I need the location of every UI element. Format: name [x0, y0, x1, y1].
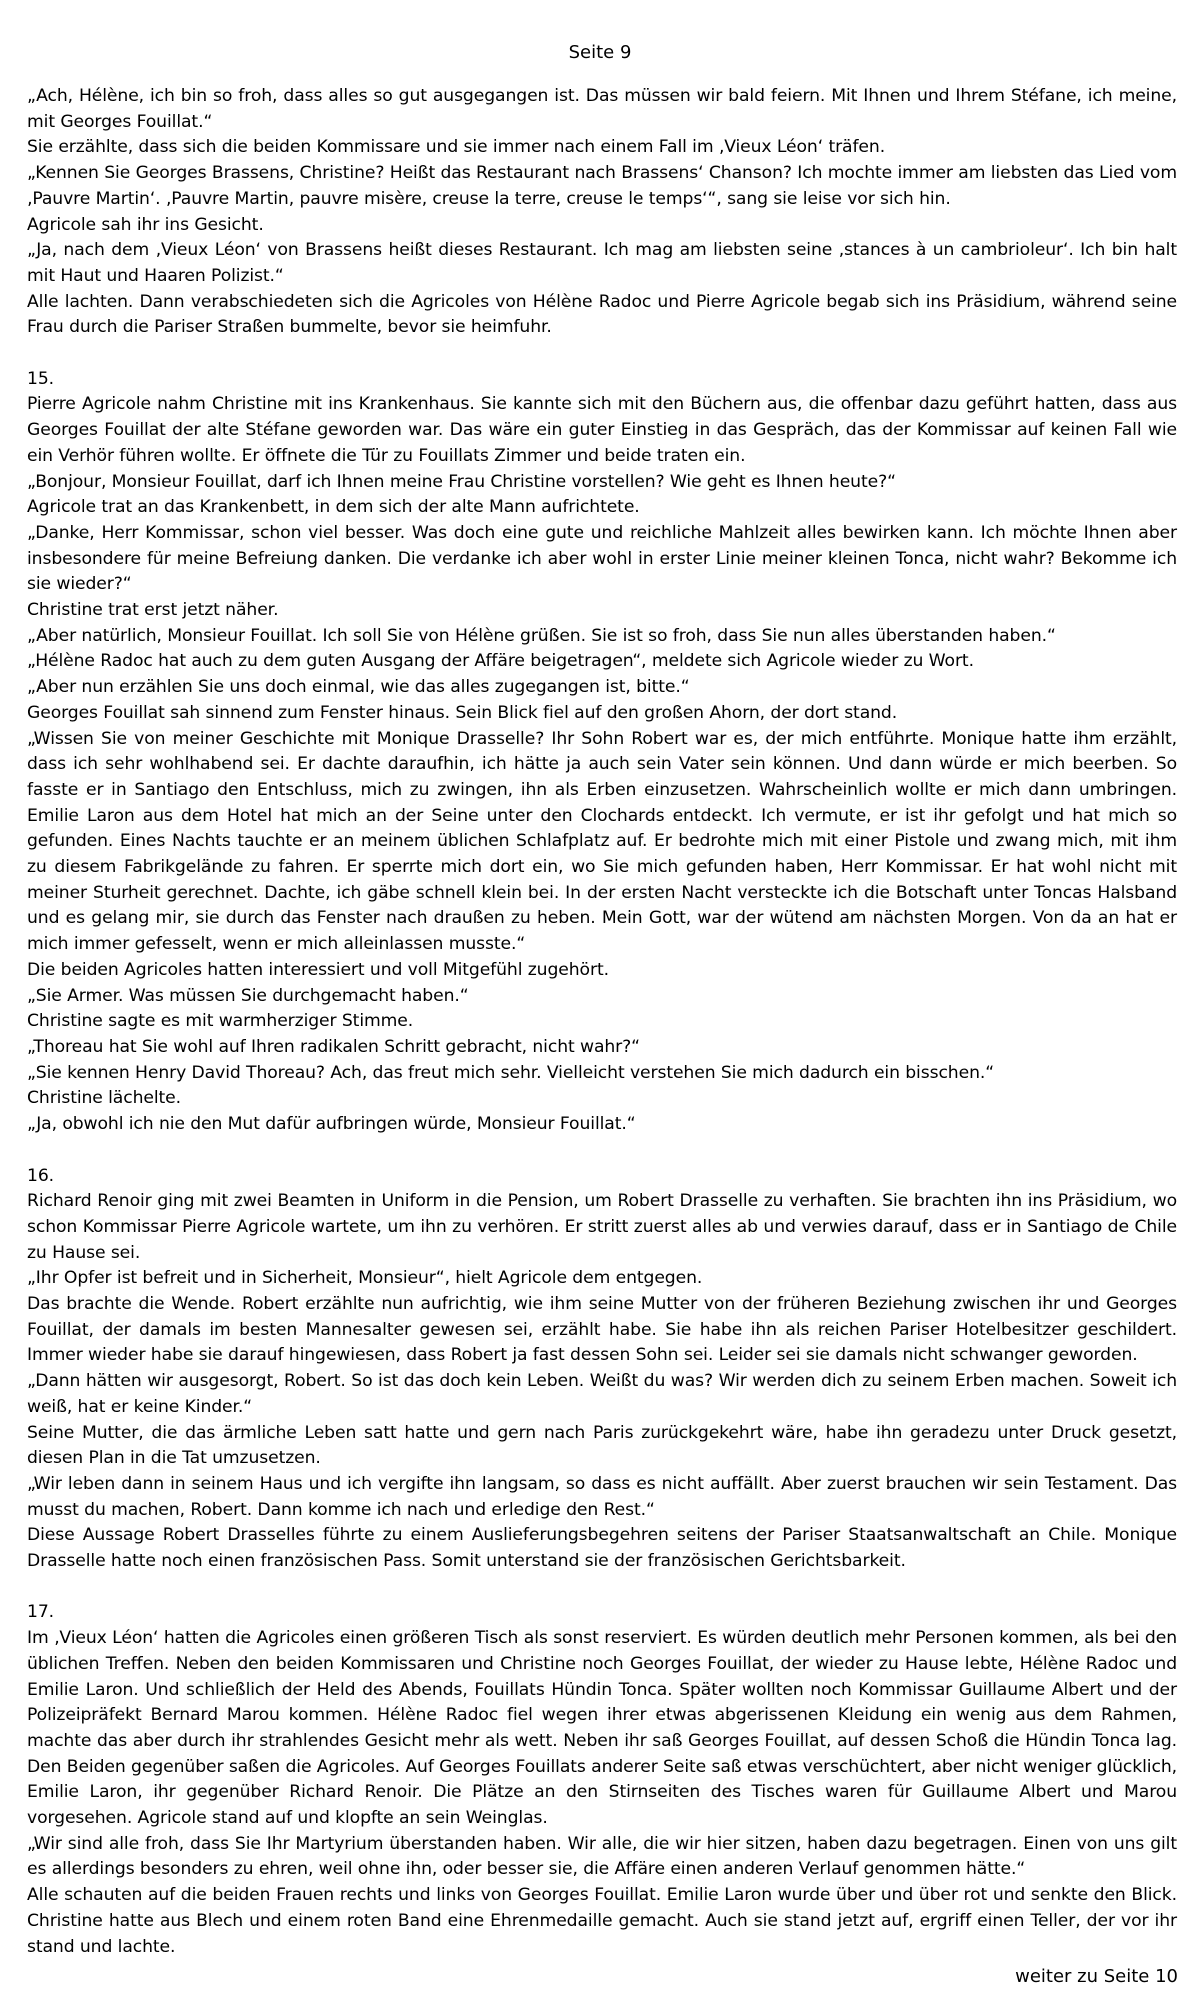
story-text	[27, 84, 1177, 1960]
paragraph: Im ‚Vieux Léon‘ hatten die Agricoles einen größeren Tisch als sonst reserviert. Es würden deutlich mehr Personen kommen, als bei den üblichen Treffen. Neben den beiden Kommissaren und Christine noch Georges Fouillat, der wieder zu Hause lebte, Hélène Radoc und Emilie Laron. Und schließlich der Held des Abends, Fouillats Hündin Tonca. Später wollten noch Kommissar Guillaume Albert und der Polizeipräfekt Bernard Marou kommen. Hélène Radoc fiel wegen ihrer etwas abgerissenen Kleidung ein wenig aus dem Rahmen, machte das aber durch ihr strahlendes Gesicht mehr als wett. Neben ihr saß Georges Fouillat, auf dessen Schoß die Hündin Tonca lag. Den Beiden gegenüber saßen die Agricoles. Auf Georges Fouillats anderer Seite saß etwas verschüchtert, aber nicht weniger glücklich, Emilie Laron, ihr gegenüber Richard Renoir. Die Plätze an den Stirnseiten des Tisches waren für Guillaume Albert und Marou vorgesehen. Agricole stand auf und klopfte an sein Weinglas.	[27, 1628, 1177, 1829]
next-page-link[interactable]: weiter zu Seite 10	[1015, 1966, 1178, 1987]
paragraph: „Wissen Sie von meiner Geschichte mit Monique Drasselle? Ihr Sohn Robert war es, der mich entführte. Monique hatte ihm erzählt, dass ich sehr wohlhabend sei. Er dachte daraufhin, ich hätte ja auch sein Vater sein können. Und dann würde er mich beerben. So fasste er in Santiago den Entschluss, mich zu zwingen, ihn als Erben einzusetzen. Wahrscheinlich wollte er mich dann umbringen. Emilie Laron aus dem Hotel hat mich an der Seine unter den Clochards entdeckt. Ich vermute, er ist ihr gefolgt und hat mich so gefunden. Eines Nachts tauchte er an meinem üblichen Schlafplatz auf. Er bedrohte mich mit einer Pistole und zwang mich, mit ihm zu diesem Fabrikgelände zu fahren. Er sperrte mich dort ein, wo Sie mich gefunden haben, Herr Kommissar. Er hat wohl nicht mit meiner Sturheit gerechnet. Dachte, ich gäbe schnell klein bei. In der ersten Nacht versteckte ich die Botschaft unter Toncas Halsband und es gelang mir, sie durch das Fenster nach draußen zu heben. Mein Gott, war der wütend am nächsten Morgen. Von da an hat er mich immer gefesselt, wenn er mich alleinlassen musste.“	[27, 728, 1177, 955]
paragraph-spacer	[27, 1138, 1177, 1164]
paragraph: „Wir sind alle froh, dass Sie Ihr Martyrium überstanden haben. Wir alle, die wir hier sitzen, haben dazu begetragen. Einen von uns gilt es allerdings besonders zu ehren, weil ohne ihn, oder besser sie, die Affäre einen anderen Verlauf genommen hätte.“	[27, 1833, 1177, 1880]
chapter-number: 15.	[27, 368, 55, 389]
paragraph: Christine sagte es mit warmherziger Stimme.	[27, 1011, 414, 1032]
paragraph: „Bonjour, Monsieur Fouillat, darf ich Ihnen meine Frau Christine vorstellen? Wie geht es Ihnen heute?“	[27, 471, 896, 492]
chapter-number: 17.	[27, 1602, 55, 1623]
chapter-number: 16.	[27, 1165, 55, 1186]
paragraph: Sie erzählte, dass sich die beiden Kommissare und sie immer nach einem Fall im ‚Vieux Léon‘ träfen.	[27, 137, 886, 158]
paragraph: „Kennen Sie Georges Brassens, Christine? Heißt das Restaurant nach Brassens‘ Chanson? Ich mochte immer am liebsten das Lied vom ‚Pauvre Martin‘. ‚Pauvre Martin, pauvre misère, creuse la terre, creuse le temps‘“, sang sie leise vor sich hin.	[27, 163, 1177, 209]
paragraph: Das brachte die Wende. Robert erzählte nun aufrichtig, wie ihm seine Mutter von der früheren Beziehung zwischen ihr und Georges Fouillat, der damals im besten Mannesalter gewesen sei, erzählt habe. Sie habe ihn als reichen Pariser Hotelbesitzer geschildert. Immer wieder habe sie darauf hingewiesen, dass Robert ja fast dessen Sohn sei. Leider sei sie damals nicht schwanger geworden.	[27, 1294, 1177, 1366]
paragraph-spacer	[27, 341, 1177, 367]
paragraph: „Thoreau hat Sie wohl auf Ihren radikalen Schritt gebracht, nicht wahr?“	[27, 1037, 640, 1057]
paragraph: „Ach, Hélène, ich bin so froh, dass alles so gut ausgegangen ist. Das müssen wir bald feiern. Mit Ihnen und Ihrem Stéfane, ich meine, mit Georges Fouillat.“	[27, 86, 1177, 132]
paragraph: „Sie kennen Henry David Thoreau? Ach, das freut mich sehr. Vielleicht verstehen Sie mich dadurch ein bisschen.“	[27, 1062, 995, 1083]
paragraph: Richard Renoir ging mit zwei Beamten in Uniform in die Pension, um Robert Drasselle zu verhaften. Sie brachten ihn ins Präsidium, wo schon Kommissar Pierre Agricole wartete, um ihn zu verhören. Er stritt zuerst alles ab und verwies darauf, dass er in Santiago de Chile zu Hause sei.	[27, 1191, 1177, 1263]
paragraph-spacer	[27, 1575, 1177, 1601]
paragraph: „Wir leben dann in seinem Haus und ich vergifte ihn langsam, so dass es nicht auffällt. Aber zuerst brauchen wir sein Testament. Das musst du machen, Robert. Dann komme ich nach und erledige den Rest.“	[27, 1473, 1177, 1520]
paragraph: Agricole sah ihr ins Gesicht.	[27, 214, 264, 235]
page-number-header: Seite 9	[568, 42, 632, 63]
paragraph: Alle lachten. Dann verabschiedeten sich die Agricoles von Hélène Radoc und Pierre Agricole begab sich ins Präsidium, während seine Frau durch die Pariser Straßen bummelte, bevor sie heimfuhr.	[27, 291, 1177, 338]
paragraph: „Ja, nach dem ‚Vieux Léon‘ von Brassens heißt dieses Restaurant. Ich mag am liebsten seine ‚stances à un cambrioleur‘. Ich bin halt mit Haut und Haaren Polizist.“	[27, 240, 1177, 286]
paragraph: Agricole trat an das Krankenbett, in dem sich der alte Mann aufrichtete.	[27, 497, 640, 518]
paragraph: Christine lächelte.	[27, 1088, 182, 1109]
paragraph: „Aber nun erzählen Sie uns doch einmal, wie das alles zugegangen ist, bitte.“	[27, 677, 690, 698]
paragraph: „Hélène Radoc hat auch zu dem guten Ausgang der Affäre beigetragen“, meldete sich Agricole wieder zu Wort.	[27, 651, 974, 672]
paragraph: Diese Aussage Robert Drasselles führte zu einem Auslieferungsbegehren seitens der Pariser Staatsanwaltschaft an Chile. Monique Drasselle hatte noch einen französischen Pass. Somit unterstand sie der französischen Gerichtsbarkeit.	[27, 1525, 1177, 1572]
paragraph: Pierre Agricole nahm Christine mit ins Krankenhaus. Sie kannte sich mit den Büchern aus, die offenbar dazu geführt hatten, dass aus Georges Fouillat der alte Stéfane geworden war. Das wäre ein guter Einstieg in das Gespräch, das der Kommissar auf keinen Fall wie ein Verhör führen wollte. Er öffnete die Tür zu Fouillats Zimmer und beide traten ein.	[27, 394, 1177, 466]
paragraph: Christine trat erst jetzt näher.	[27, 600, 279, 621]
paragraph: „Sie Armer. Was müssen Sie durchgemacht haben.“	[27, 985, 469, 1006]
paragraph: „Dann hätten wir ausgesorgt, Robert. So ist das doch kein Leben. Weißt du was? Wir werden dich zu seinem Erben machen. Soweit ich weiß, hat er keine Kinder.“	[27, 1371, 1177, 1417]
paragraph: Die beiden Agricoles hatten interessiert und voll Mitgefühl zugehört.	[27, 959, 609, 980]
paragraph: Seine Mutter, die das ärmliche Leben satt hatte und gern nach Paris zurückgekehrt wäre, habe ihn geradezu unter Druck gesetzt, diesen Plan in die Tat umzusetzen.	[27, 1422, 1177, 1469]
paragraph: Alle schauten auf die beiden Frauen rechts und links von Georges Fouillat. Emilie Laron wurde über und über rot und senkte den Blick. Christine hatte aus Blech und einem roten Band eine Ehrenmedaille gemacht. Auch sie stand jetzt auf, ergriff einen Teller, der vor ihr stand und lachte.	[27, 1885, 1177, 1957]
paragraph: „Ja, obwohl ich nie den Mut dafür aufbringen würde, Monsieur Fouillat.“	[27, 1114, 636, 1135]
paragraph: „Aber natürlich, Monsieur Fouillat. Ich soll Sie von Hélène grüßen. Sie ist so froh, dass Sie nun alles überstanden haben.“	[27, 625, 1056, 646]
paragraph: „Ihr Opfer ist befreit und in Sicherheit, Monsieur“, hielt Agricole dem entgegen.	[27, 1268, 703, 1289]
paragraph: Georges Fouillat sah sinnend zum Fenster hinaus. Sein Blick fiel auf den großen Ahorn, der dort stand.	[27, 702, 898, 723]
paragraph: „Danke, Herr Kommissar, schon viel besser. Was doch eine gute und reichliche Mahlzeit alles bewirken kann. Ich möchte Ihnen aber insbesondere für meine Befreiung danken. Die verdanke ich aber wohl in erster Linie meiner kleinen Tonca, nicht wahr? Bekomme ich sie wieder?“	[27, 522, 1177, 595]
